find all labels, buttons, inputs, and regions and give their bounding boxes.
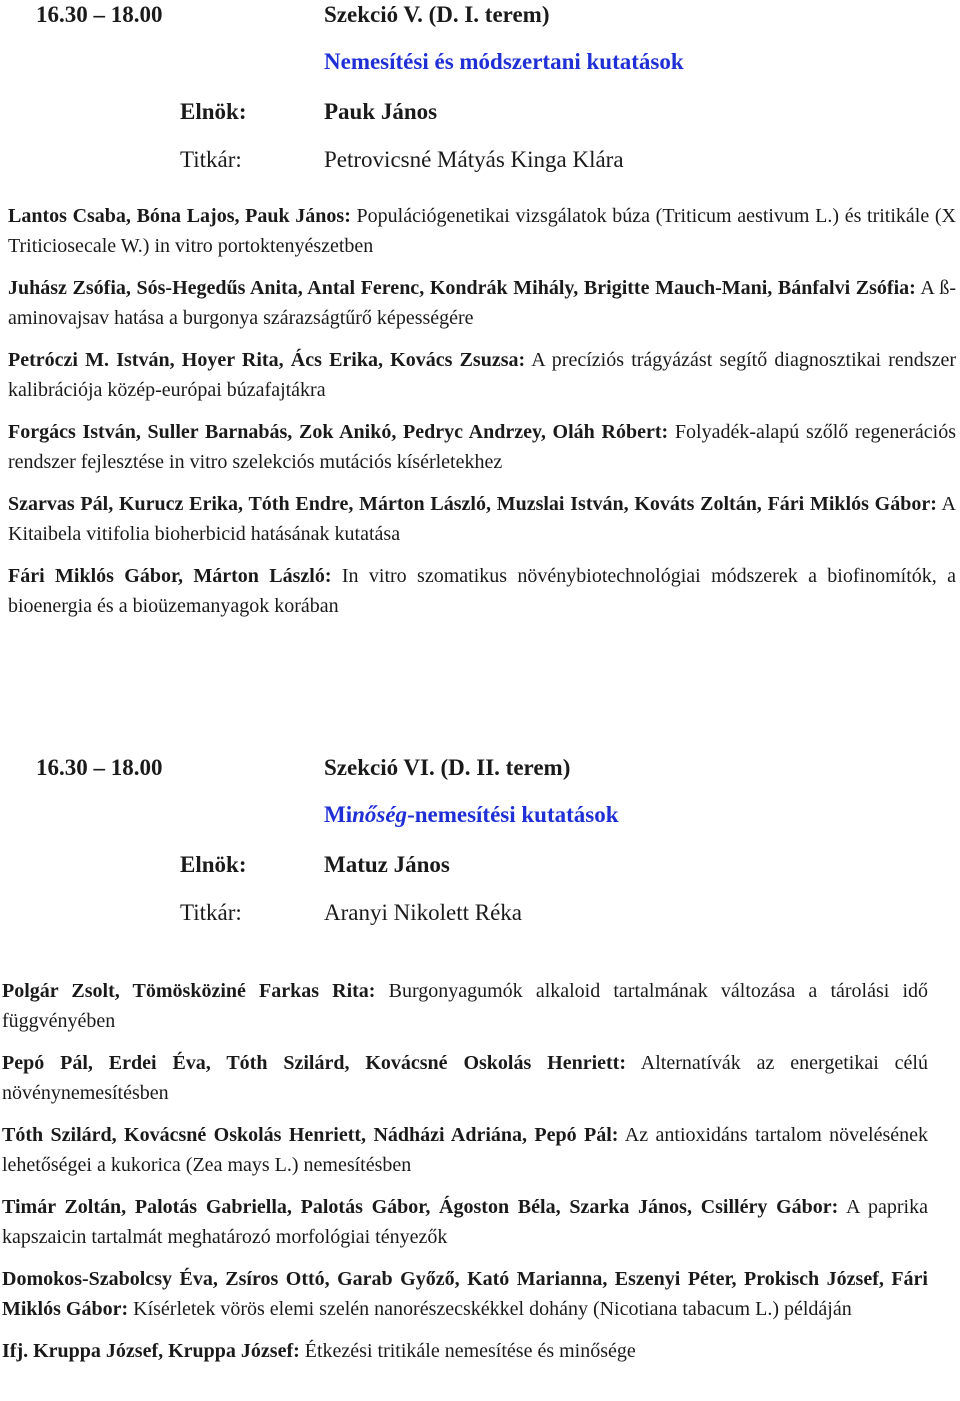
talk-authors: Fári Miklós Gábor, Márton László: (8, 565, 332, 587)
talk-item (8, 489, 956, 549)
chair-label: Elnök: (180, 99, 247, 124)
talk-title: In vitro szomatikus növénybiotechnológiai módszerek a biofinomítók, a bioenergia és a bioüzemanyagok korában (8, 565, 956, 617)
talk-authors: Juhász Zsófia, Sós-Hegedűs Anita, Antal Ferenc, Kondrák Mihály, Brigitte Mauch-Mani, Bánfalvi Zsófia: (8, 277, 916, 299)
talk-item (8, 345, 956, 405)
secretary-label: Titkár: (180, 900, 242, 925)
talk-title: Folyadék-alapú szőlő regenerációs rendszer fejlesztése in vitro szelekciós mutációs kísérletekhez (8, 421, 957, 473)
secretary-name: Petrovicsné Mátyás Kinga Klára (324, 147, 624, 172)
talk-item (2, 1048, 928, 1108)
talk-authors: Tóth Szilárd, Kovácsné Oskolás Henriett, Nádházi Adriána, Pepó Pál: (2, 1124, 619, 1146)
talk-title: Étkezési tritikále nemesítése és minősége (304, 1340, 636, 1362)
secretary-name: Aranyi Nikolett Réka (324, 900, 523, 925)
talk-list (2, 976, 928, 1378)
talk-authors: Szarvas Pál, Kurucz Erika, Tóth Endre, Márton László, Muzslai István, Kováts Zoltán, Fári Miklós Gábor: (8, 493, 937, 515)
session-topic (324, 49, 684, 75)
session-header (0, 753, 960, 925)
talk-item (2, 1120, 928, 1180)
chair-name: Matuz János (324, 852, 450, 877)
talk-item (8, 273, 956, 333)
chair-label: Elnök: (180, 852, 247, 877)
talk-title: A paprika kapszaicin tartalmát meghatározó morfológiai tényezők (2, 1196, 928, 1248)
talk-list (8, 201, 956, 633)
session-section: Szekció V. (D. I. terem) (324, 2, 550, 27)
session-topic-emphasis: nőség (352, 802, 408, 827)
session-time: 16.30 – 18.00 (36, 755, 163, 780)
talk-authors: Lantos Csaba, Bóna Lajos, Pauk János: (8, 205, 351, 227)
talk-authors: Pepó Pál, Erdei Éva, Tóth Szilárd, Kovácsné Oskolás Henriett: (2, 1052, 626, 1074)
talk-item (2, 1192, 928, 1252)
session-topic-text: Nemesítési és módszertani kutatások (324, 49, 684, 74)
talk-item (8, 201, 956, 261)
talk-authors: Ifj. Kruppa József, Kruppa József: (2, 1340, 300, 1362)
talk-item (8, 417, 956, 477)
talk-authors: Domokos-Szabolcsy Éva, Zsíros Ottó, Garab Győző, Kató Marianna, Eszenyi Péter, Prokisch József, Fári Miklós Gábor: (2, 1268, 928, 1320)
session-header (0, 0, 960, 172)
talk-item (2, 1336, 928, 1366)
talk-title: Kísérletek vörös elemi szelén nanorészecskékkel dohány (Nicotiana tabacum L.) példáján (133, 1298, 852, 1320)
session-topic (324, 802, 619, 828)
session-topic-text: -nemesítési kutatások (407, 802, 619, 827)
session-topic-text: Mi (324, 802, 353, 827)
talk-title: A precíziós trágyázást segítő diagnosztikai rendszer kalibrációja közép-európai búzafajtákra (8, 349, 956, 401)
talk-item (8, 561, 956, 621)
session-section: Szekció VI. (D. II. terem) (324, 755, 571, 780)
secretary-label: Titkár: (180, 147, 242, 172)
talk-title: Burgonyagumók alkaloid tartalmának változása a tárolási idő függvényében (2, 980, 928, 1032)
session-time: 16.30 – 18.00 (36, 2, 163, 27)
talk-authors: Timár Zoltán, Palotás Gabriella, Palotás Gábor, Ágoston Béla, Szarka János, Csilléry Gábor: (2, 1196, 839, 1218)
talk-title: Az antioxidáns tartalom növelésének lehetőségei a kukorica (Zea mays L.) nemesítésben (2, 1124, 929, 1176)
talk-title: A Kitaibela vitifolia bioherbicid hatásának kutatása (8, 493, 956, 545)
talk-authors: Polgár Zsolt, Tömösköziné Farkas Rita: (2, 980, 376, 1002)
talk-title: Alternatívák az energetikai célú növénynemesítésben (2, 1052, 928, 1104)
talk-title: A ß-aminovajsav hatása a burgonya szárazságtűrő képességére (8, 277, 956, 329)
talk-item (2, 1264, 928, 1324)
chair-name: Pauk János (324, 99, 438, 124)
talk-authors: Petróczi M. István, Hoyer Rita, Ács Erika, Kovács Zsuzsa: (8, 349, 526, 371)
talk-title: Populációgenetikai vizsgálatok búza (Triticum aestivum L.) és tritikále (X Triticiosecale W.) in vitro portoktenyészetben (8, 205, 956, 257)
talk-item (2, 976, 928, 1036)
talk-authors: Forgács István, Suller Barnabás, Zok Anikó, Pedryc Andrzey, Oláh Róbert: (8, 421, 669, 443)
